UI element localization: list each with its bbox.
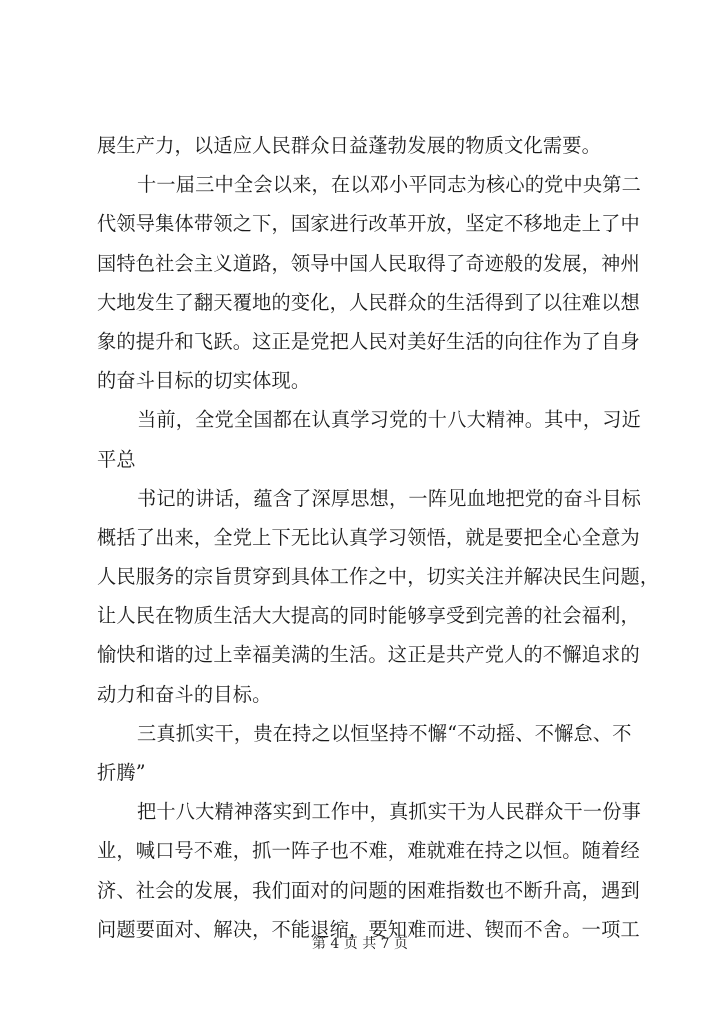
paragraph-start-line: 十一届三中全会以来，在以邓小平同志为核心的党中央第二 [137, 173, 642, 197]
section-heading-line: 折腾” [97, 761, 146, 784]
text-line: 的奋斗目标的切实体现。 [97, 369, 311, 393]
paragraph-start-line: 当前，全党全国都在认真学习党的十八大精神。其中，习近 [137, 408, 642, 432]
paragraph-start-line: 书记的讲话，蕴含了深厚思想，一阵见血地把党的奋斗目标 [137, 486, 642, 510]
text-line: 展生产力，以适应人民群众日益蓬勃发展的物质文化需要。 [97, 134, 602, 157]
text-line: 代领导集体带领之下，国家进行改革开放，坚定不移地走上了中 [97, 212, 640, 236]
text-line: 概括了出来，全党上下无比认真学习领悟，就是要把全心全意为 [97, 525, 640, 549]
page-number-footer: 第 4 页 共 7 页 [311, 936, 409, 952]
section-heading-line: 三真抓实干，贵在持之以恒坚持不懈“不动摇、不懈怠、不 [137, 721, 632, 745]
text-line: 让人民在物质生活大大提高的同时能够享受到完善的社会福利， [97, 604, 640, 628]
text-line: 人民服务的宗旨贯穿到具体工作之中，切实关注并解决民生问题， [97, 565, 660, 589]
text-line: 国特色社会主义道路，领导中国人民取得了奇迹般的发展，神州 [97, 251, 640, 275]
text-line: 问题要面对、解决，不能退缩，要知难而进、锲而不舍。一项工 [97, 917, 640, 941]
text-line: 动力和奋斗的目标。 [97, 682, 272, 706]
paragraph-start-line: 把十八大精神落实到工作中，真抓实干为人民群众干一份事 [137, 800, 642, 824]
text-line: 业，喊口号不难，抓一阵子也不难，难就难在持之以恒。随着经 [97, 839, 640, 863]
text-line: 大地发生了翻天覆地的变化，人民群众的生活得到了以往难以想 [97, 290, 640, 314]
text-line: 济、社会的发展，我们面对的问题的困难指数也不断升高，遇到 [97, 878, 640, 902]
text-line: 象的提升和飞跃。这正是党把人民对美好生活的向往作为了自身 [97, 329, 640, 353]
text-line: 愉快和谐的过上幸福美满的生活。这正是共产党人的不懈追求的 [97, 643, 640, 667]
document-body [97, 126, 660, 949]
text-line: 平总 [97, 447, 136, 471]
